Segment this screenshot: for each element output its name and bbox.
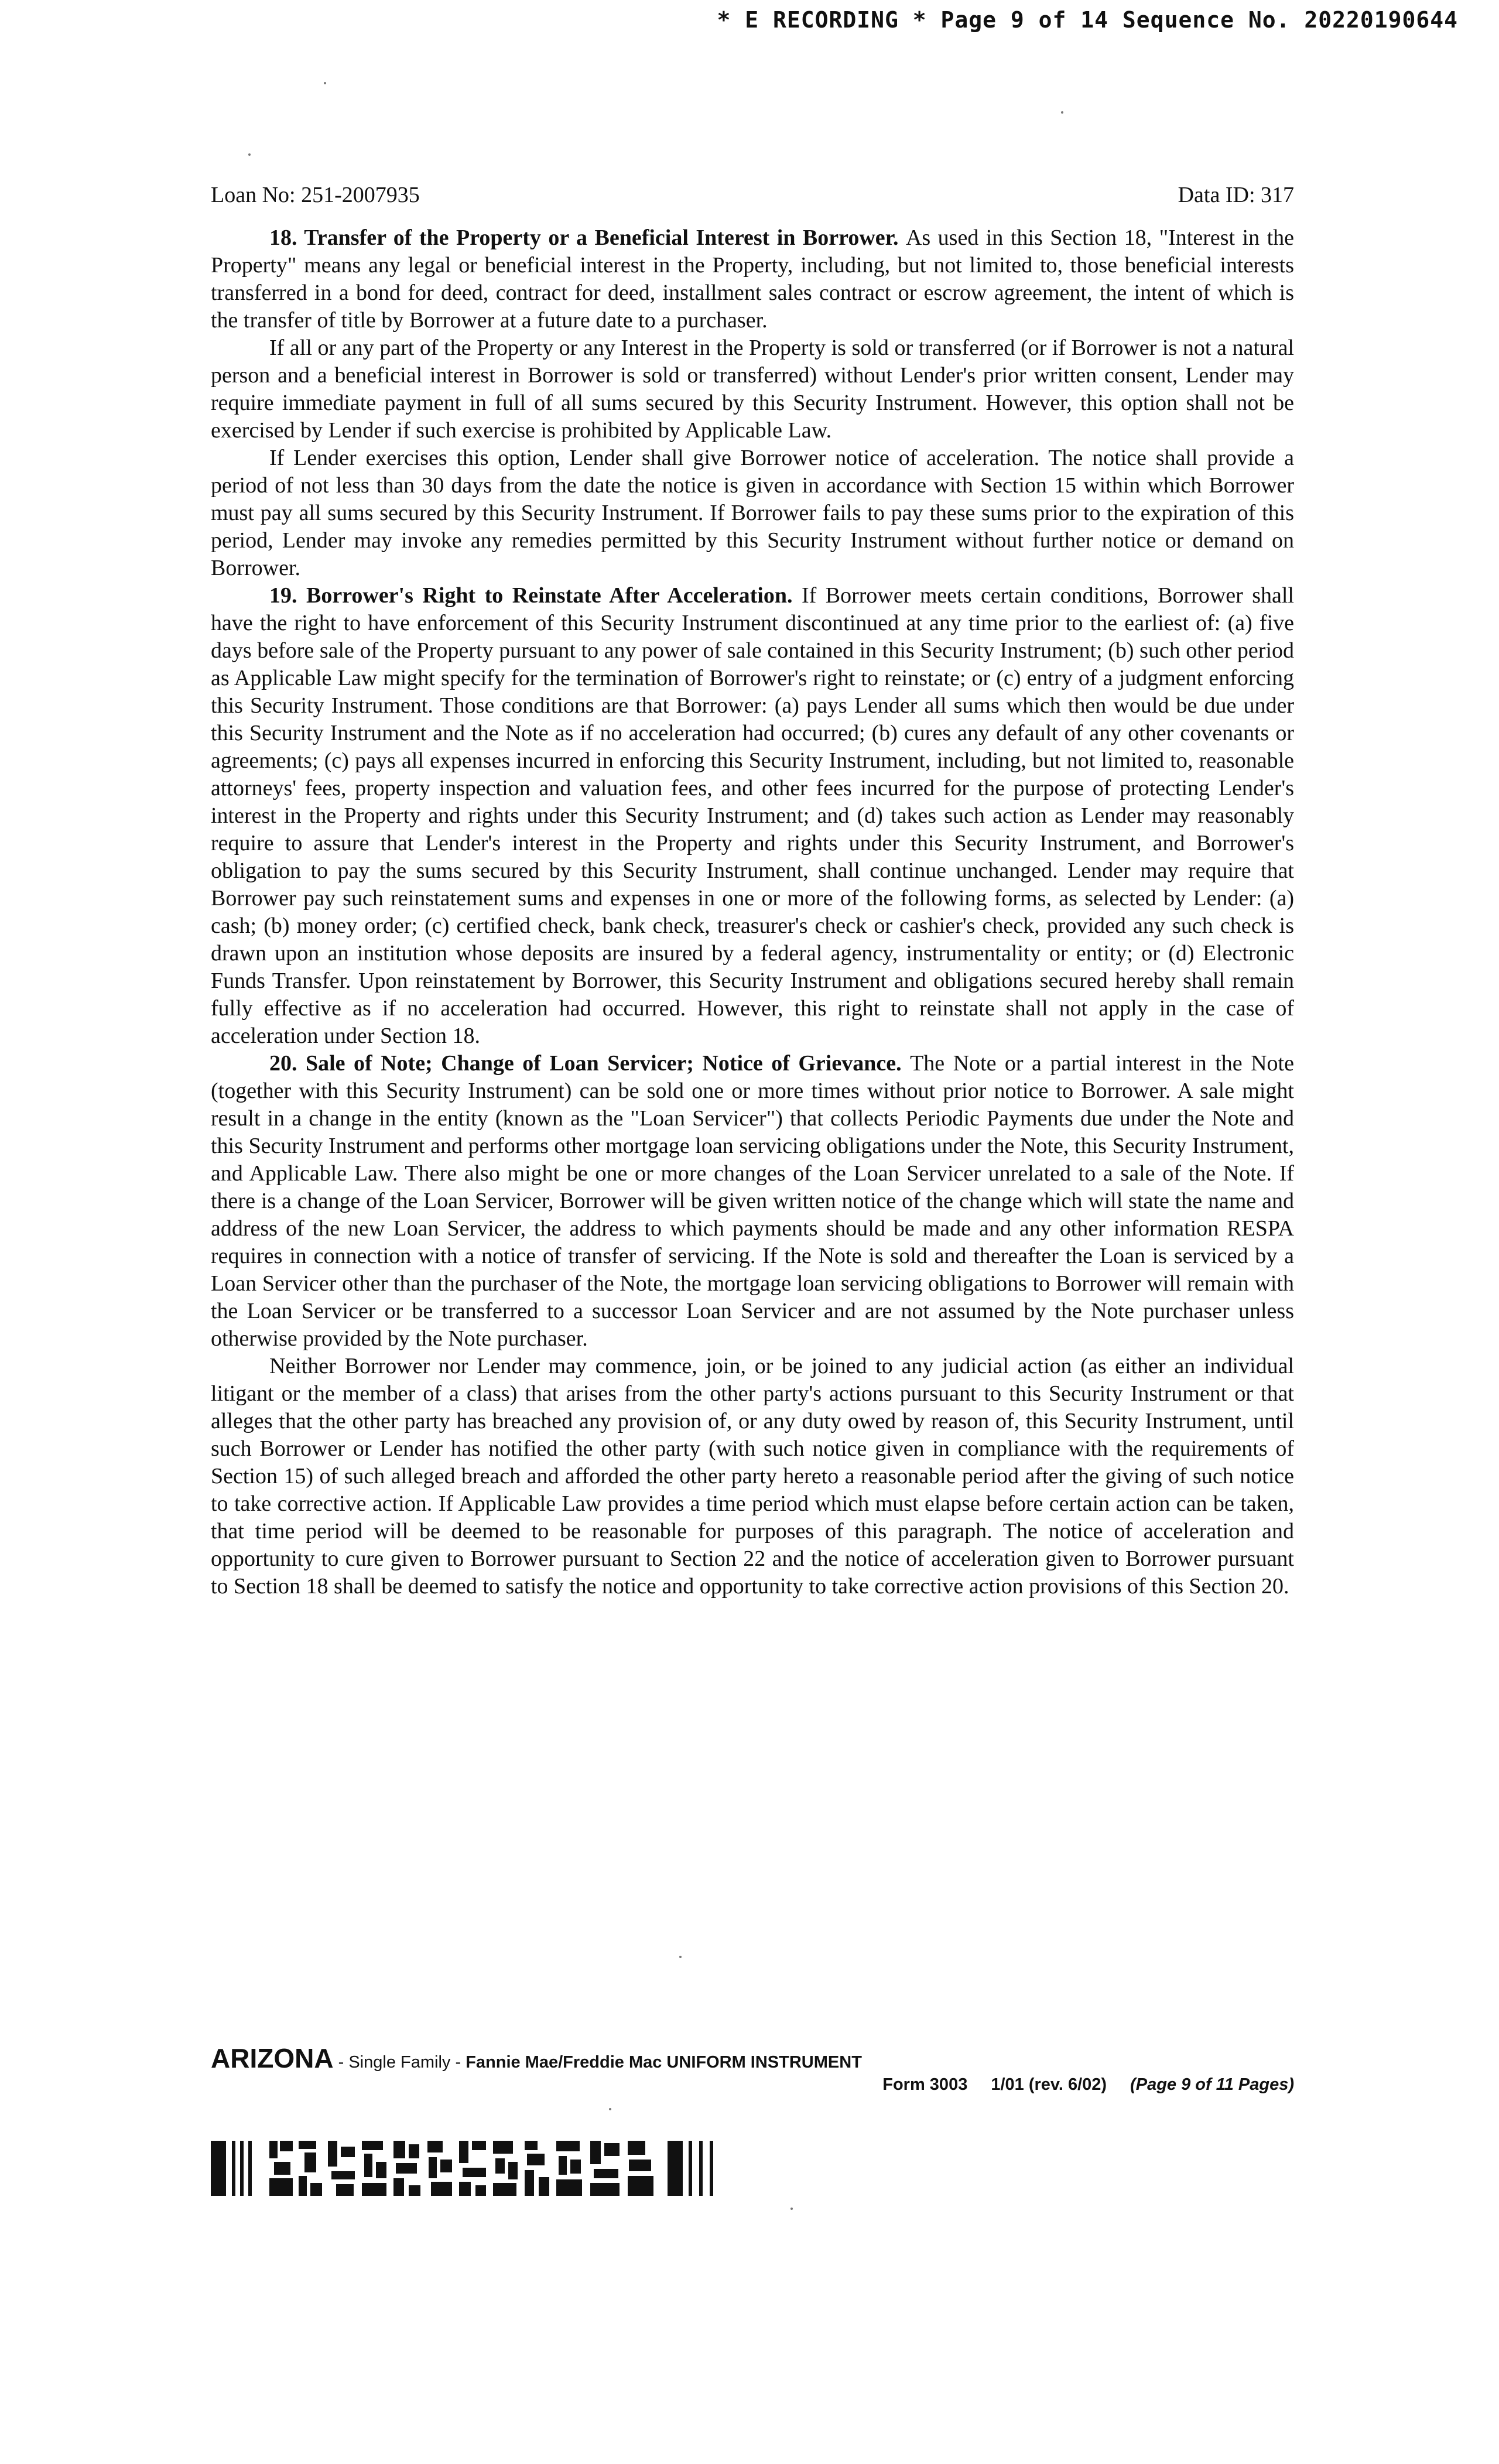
footer-family: Single Family xyxy=(348,2053,451,2072)
section-18-heading: 18. Transfer of the Property or a Beneficial Interest in Borrower. xyxy=(269,225,906,250)
section-20-heading: 20. Sale of Note; Change of Loan Servicer; Notice of Grievance. xyxy=(269,1051,911,1076)
footer-form-date: 1/01 (rev. 6/02) xyxy=(991,2075,1107,2094)
section-20-text-2: Neither Borrower nor Lender may commence, join, or be joined to any judicial action (as either an individual litigant or the member of a class) that arises from the other party's actions pursuant to this Security Instrument or that alleges that the other party has breached any provision of, or any duty owed by reason of, this Security Instrument, until such Borrower or Lender has notified the other party (with such notice given in compliance with the requirements of Section 15) of such alleged breach and afforded the other party hereto a reasonable period after the giving of such notice to take corrective action. If Applicable Law provides a time period which must elapse before certain action can be taken, that time period will be deemed to be reasonable for purposes of this paragraph. The notice of acceleration and opportunity to cure given to Borrower pursuant to Section 22 and the notice of acceleration given to Borrower pursuant to Section 18 shall be deemed to satisfy the notice and opportunity to take corrective action provisions of this Section 20. xyxy=(211,1354,1294,1599)
footer-state: ARIZONA xyxy=(211,2043,334,2073)
footer-page-count: (Page 9 of 11 Pages) xyxy=(1130,2075,1294,2094)
footer-uniform-instrument: UNIFORM INSTRUMENT xyxy=(662,2053,862,2072)
barcode-icon xyxy=(211,2136,802,2201)
footer-form-line xyxy=(211,2075,1294,2095)
loan-number: Loan No: 251-2007935 xyxy=(211,183,420,207)
footer-form-number: Form 3003 xyxy=(882,2075,968,2094)
section-20-text: The Note or a partial interest in the Note (together with this Security Instrument) can be sold one or more times without prior notice to Borrower. A sale might result in a change in the entity (known as the "Loan Servicer") that collects Periodic Payments due under the Note and this Security Instrument and performs other mortgage loan servicing obligations under the Note, this Security Instrument, and Applicable Law. There also might be one or more changes of the Loan Servicer unrelated to a sale of the Note. If there is a change of the Loan Servicer, Borrower will be given written notice of the change which will state the name and address of the new Loan Servicer, the address to which payments should be made and any other information RESPA requires in connection with a notice of transfer of servicing. If the Note is sold and thereafter the Loan is serviced by a Loan Servicer other than the purchaser of the Note, the mortgage loan servicing obligations to Borrower will remain with the Loan Servicer or be transferred to a successor Loan Servicer and are not assumed by the Note purchaser unless otherwise provided by the Note purchaser. xyxy=(211,1051,1294,1351)
section-18-text-3: If Lender exercises this option, Lender shall give Borrower notice of acceleration. The notice shall provide a period of not less than 30 days from the date the notice is given in accordance with Section 15 within which Borrower must pay all sums secured by this Security Instrument. If Borrower fails to pay these sums prior to the expiration of this period, Lender may invoke any remedies permitted by this Security Instrument without further notice or demand on Borrower. xyxy=(211,446,1294,580)
section-18-paragraph xyxy=(211,224,1294,334)
scan-speck xyxy=(248,153,251,156)
footer-separator-1: - xyxy=(333,2053,349,2072)
section-19-paragraph xyxy=(211,582,1294,1050)
scan-speck xyxy=(609,2108,611,2110)
scan-speck xyxy=(324,82,326,84)
scan-speck xyxy=(790,2208,793,2210)
section-20-paragraph xyxy=(211,1050,1294,1353)
section-19-text: If Borrower meets certain conditions, Borrower shall have the right to have enforcement of this Security Instrument discontinued at any time prior to the earliest of: (a) five days before sale of the Property pursuant to any power of sale contained in this Security Instrument; (b) such other period as Applicable Law might specify for the termination of Borrower's right to reinstate; or (c) entry of a judgment enforcing this Security Instrument. Those conditions are that Borrower: (a) pays Lender all sums which then would be due under this Security Instrument and the Note as if no acceleration had occurred; (b) cures any default of any other covenants or agreements; (c) pays all expenses incurred in enforcing this Security Instrument, including, but not limited to, reasonable attorneys' fees, property inspection and valuation fees, and other fees incurred for the purpose of protecting Lender's interest in the Property and rights under this Security Instrument; and (d) takes such action as Lender may reasonably require to assure that Lender's interest in the Property and rights under this Security Instrument, and Borrower's obligation to pay the sums secured by this Security Instrument, shall continue unchanged. Lender may require that Borrower pay such reinstatement sums and expenses in one or more of the following forms, as selected by Lender: (a) cash; (b) money order; (c) certified check, bank check, treasurer's check or cashier's check, provided any such check is drawn upon an institution whose deposits are insured by a federal agency, instrumentality or entity; or (d) Electronic Funds Transfer. Upon reinstatement by Borrower, this Security Instrument and obligations secured hereby shall remain fully effective as if no acceleration had occurred. However, this right to reinstate shall not apply in the case of acceleration under Section 18. xyxy=(211,583,1294,1048)
scan-speck xyxy=(1061,111,1063,114)
section-18-paragraph-2 xyxy=(211,334,1294,444)
form-footer xyxy=(211,2042,1294,2095)
data-id: Data ID: 317 xyxy=(1178,183,1294,207)
section-18-text-2: If all or any part of the Property or any Interest in the Property is sold or transferred (or if Borrower is not a natural person and a beneficial interest in Borrower is sold or transferred) without Lender's prior written consent, Lender may require immediate payment in full of all sums secured by this Security Instrument. However, this option shall not be exercised by Lender if such exercise is prohibited by Applicable Law. xyxy=(211,336,1294,443)
document-body xyxy=(211,182,1294,1600)
section-19-heading: 19. Borrower's Right to Reinstate After Acceleration. xyxy=(269,583,802,608)
scan-speck xyxy=(679,1956,682,1958)
footer-title-line xyxy=(211,2042,1294,2074)
section-20-paragraph-2 xyxy=(211,1353,1294,1600)
section-18-text: As used in this Section 18, "Interest in the Property" means any legal or beneficial interest in the Property, including, but not limited to, those beneficial interests transferred in a bond for deed, contract for deed, installment sales contract or escrow agreement, the intent of which is the transfer of title by Borrower at a future date to a purchaser. xyxy=(211,225,1294,333)
section-18-paragraph-3 xyxy=(211,444,1294,582)
recording-header: * E RECORDING * Page 9 of 14 Sequence No. 20220190644 xyxy=(717,7,1458,33)
footer-separator-2: - xyxy=(450,2053,466,2072)
footer-fannie-freddie: Fannie Mae/Freddie Mac xyxy=(466,2053,662,2072)
loan-id-line xyxy=(211,182,1294,209)
